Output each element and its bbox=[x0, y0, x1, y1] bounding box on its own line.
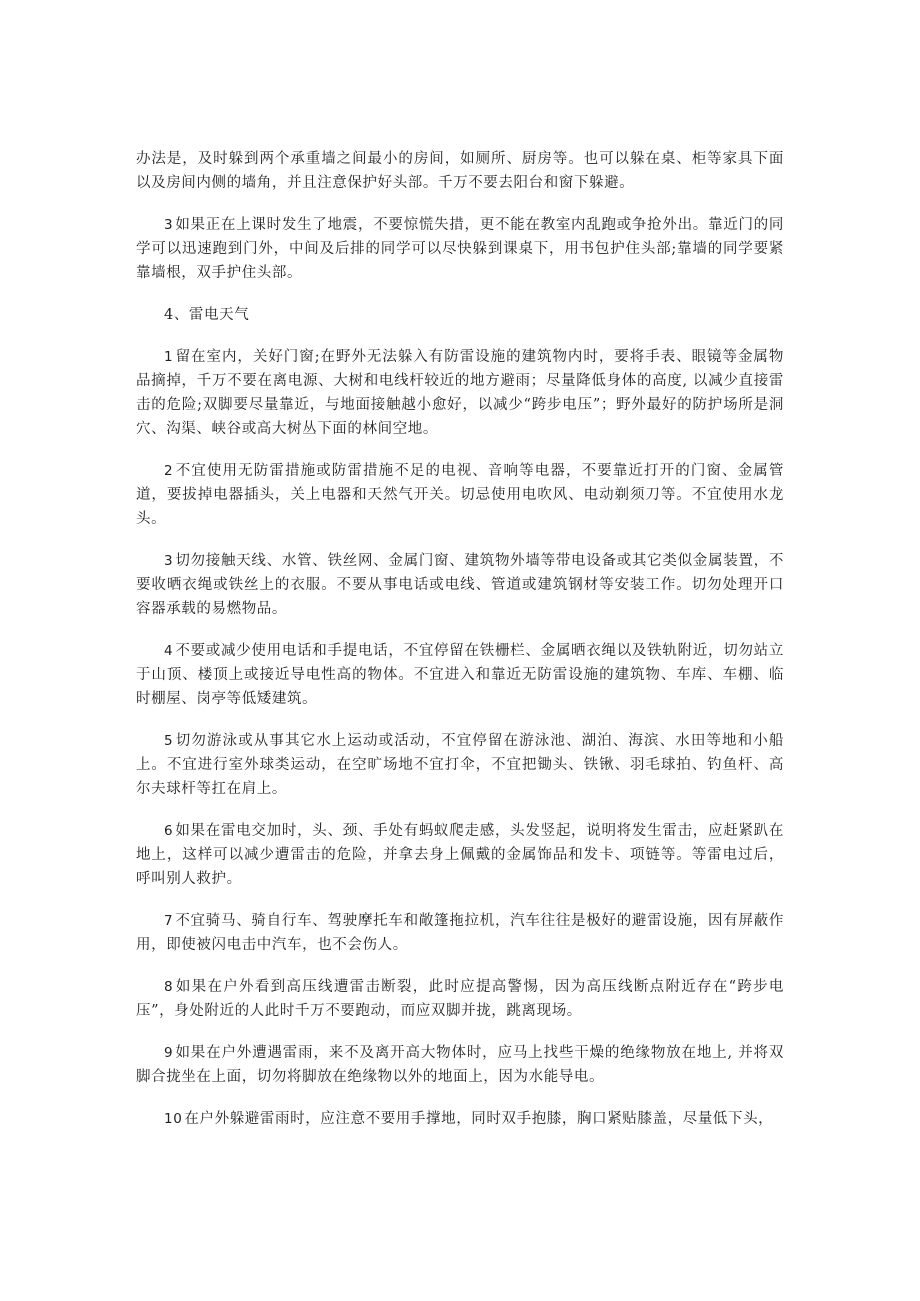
paragraph-earthquake-classroom bbox=[136, 213, 784, 285]
paragraph-text: 如果正在上课时发生了地震，不要惊慌失措，更不能在教室内乱跑或争抢外出。靠近门的同学可以迅速跑到门外，中间及后排的同学可以尽快躲到课桌下，用书包护住头部;靠墙的同学要紧靠墙根，双手护住头部。 bbox=[136, 217, 784, 281]
item-text: 如果在户外遭遇雷雨，来不及离开高大物体时，应马上找些干燥的绝缘物放在地上, 并将双脚合拢坐在上面，切勿将脚放在绝缘物以外的地面上，因为水能导电。 bbox=[136, 1045, 784, 1085]
lightning-item-10 bbox=[136, 1107, 784, 1131]
lightning-item-8 bbox=[136, 975, 784, 1023]
lightning-item-1 bbox=[136, 345, 784, 441]
item-text: 如果在户外看到高压线遭雷击断裂，此时应提高警惕，因为高压线断点附近存在“跨步电压”，身处附近的人此时千万不要跑动，而应双脚并拢，跳离现场。 bbox=[136, 979, 784, 1019]
item-number: 6 bbox=[164, 823, 174, 839]
item-number: 5 bbox=[164, 733, 174, 749]
lightning-item-9 bbox=[136, 1041, 784, 1089]
item-number: 9 bbox=[164, 1045, 174, 1061]
lightning-item-7 bbox=[136, 909, 784, 957]
item-number: 8 bbox=[164, 979, 174, 995]
item-text: 不宜骑马、骑自行车、驾驶摩托车和敞篷拖拉机，汽车往往是极好的避雷设施，因有屏蔽作用，即使被闪电击中汽车，也不会伤人。 bbox=[136, 913, 784, 953]
item-text: 切勿游泳或从事其它水上运动或活动，不宜停留在游泳池、湖泊、海滨、水田等地和小船上。不宜进行室外球类运动，在空旷场地不宜打伞，不宜把锄头、铁锹、羽毛球拍、钓鱼杆、高尔夫球杆等扛在肩上。 bbox=[136, 733, 784, 797]
item-number: 3 bbox=[164, 217, 174, 233]
item-text: 不要或减少使用电话和手提电话，不宜停留在铁栅栏、金属晒衣绳以及铁轨附近，切勿站立于山顶、楼顶上或接近导电性高的物体。不宜进入和靠近无防雷设施的建筑物、车库、车棚、临时棚屋、岗亭等低矮建筑。 bbox=[136, 643, 784, 707]
item-text: 在户外躲避雷雨时，应注意不要用手撑地，同时双手抱膝，胸口紧贴膝盖，尽量低下头， bbox=[184, 1111, 774, 1127]
paragraph-earthquake-home bbox=[136, 147, 784, 195]
section-heading-lightning: 4、雷电天气 bbox=[164, 307, 250, 323]
item-text: 切勿接触天线、水管、铁丝网、金属门窗、建筑物外墙等带电设备或其它类似金属装置，不要收晒衣绳或铁丝上的衣服。不要从事电话或电线、管道或建筑钢材等安装工作。切勿处理开口容器承载的易燃物品。 bbox=[136, 553, 784, 617]
item-number: 3 bbox=[164, 553, 174, 569]
item-number: 7 bbox=[164, 913, 174, 929]
paragraph-text: 办法是，及时躲到两个承重墙之间最小的房间，如厕所、厨房等。也可以躲在桌、柜等家具下面以及房间内侧的墙角，并且注意保护好头部。千万不要去阳台和窗下躲避。 bbox=[136, 151, 784, 191]
lightning-item-5 bbox=[136, 729, 784, 801]
lightning-item-4 bbox=[136, 639, 784, 711]
item-text: 如果在雷电交加时，头、颈、手处有蚂蚁爬走感，头发竖起，说明将发生雷击，应赶紧趴在地上，这样可以减少遭雷击的危险，并拿去身上佩戴的金属饰品和发卡、项链等。等雷电过后，呼叫别人救护。 bbox=[136, 823, 784, 887]
item-number: 4 bbox=[164, 643, 174, 659]
document-body bbox=[136, 147, 784, 1149]
lightning-item-3 bbox=[136, 549, 784, 621]
lightning-item-6 bbox=[136, 819, 784, 891]
item-number: 1 bbox=[164, 349, 174, 365]
item-number: 2 bbox=[164, 463, 174, 479]
item-text: 留在室内，关好门窗;在野外无法躲入有防雷设施的建筑物内时，要将手表、眼镜等金属物品摘掉，千万不要在离电源、大树和电线杆较近的地方避雨；尽量降低身体的高度, 以减少直接雷击的危险;双脚要尽量靠近，与地面接触越小愈好，以减少“跨步电压”；野外最好的防护场所是洞穴、沟渠、峡谷或高大树丛下面的林间空地。 bbox=[136, 349, 784, 437]
item-number: 10 bbox=[164, 1111, 183, 1127]
lightning-item-2 bbox=[136, 459, 784, 531]
item-text: 不宜使用无防雷措施或防雷措施不足的电视、音响等电器，不要靠近打开的门窗、金属管道，要拔掉电器插头，关上电器和天然气开关。切忌使用电吹风、电动剃须刀等。不宜使用水龙头。 bbox=[136, 463, 784, 527]
